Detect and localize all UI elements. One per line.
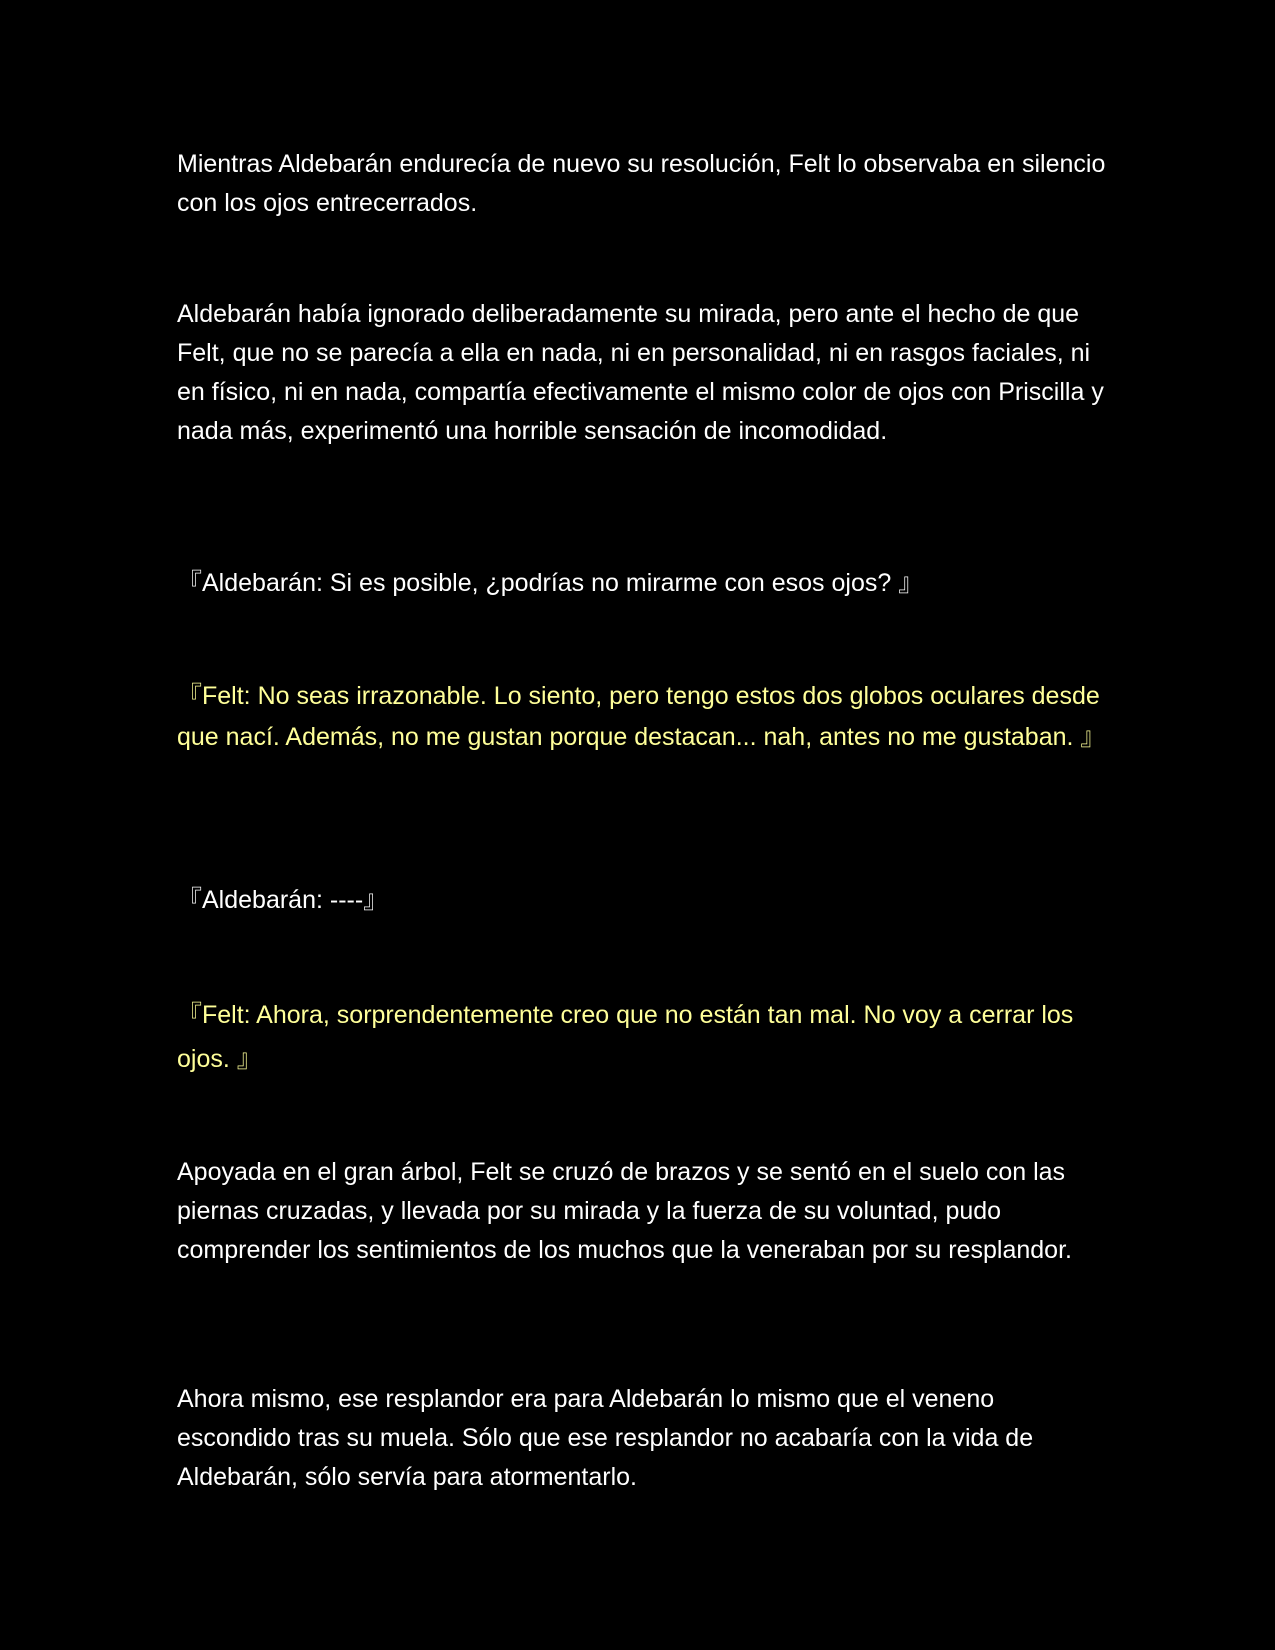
- narration-paragraph: Aldebarán había ignorado deliberadamente su mirada, pero ante el hecho de que Felt, que no se parecía a ella en nada, ni en personalidad, ni en rasgos faciales, ni en físico, ni en nada, compartía efectivamente el mismo color de ojos con Priscilla y nada más, experimentó una horrible sensación de incomodidad.: [177, 300, 1104, 445]
- felt-dialogue: 『Felt: No seas irrazonable. Lo siento, pero tengo estos dos globos oculares desde que nací. Además, no me gustan porque destacan... nah, antes no me gustaban. 』: [177, 682, 1106, 751]
- aldebaran-dialogue: 『Aldebarán: ----』: [177, 886, 389, 914]
- narration-paragraph: Ahora mismo, ese resplandor era para Aldebarán lo mismo que el veneno escondido tras su muela. Sólo que ese resplandor no acabaría con la vida de Aldebarán, sólo servía para atormentarlo.: [177, 1385, 1034, 1491]
- narration-paragraph: Apoyada en el gran árbol, Felt se cruzó de brazos y se sentó en el suelo con las piernas cruzadas, y llevada por su mirada y la fuerza de su voluntad, pudo comprender los sentimientos de los muchos que la veneraban por su resplandor.: [177, 1158, 1072, 1264]
- narration-paragraph: Mientras Aldebarán endurecía de nuevo su resolución, Felt lo observaba en silencio con los ojos entrecerrados.: [177, 150, 1106, 217]
- document-page: [177, 0, 1107, 1650]
- aldebaran-dialogue: 『Aldebarán: Si es posible, ¿podrías no mirarme con esos ojos? 』: [177, 569, 924, 597]
- felt-dialogue: 『Felt: Ahora, sorprendentemente creo que no están tan mal. No voy a cerrar los ojos. 』: [177, 1001, 1074, 1073]
